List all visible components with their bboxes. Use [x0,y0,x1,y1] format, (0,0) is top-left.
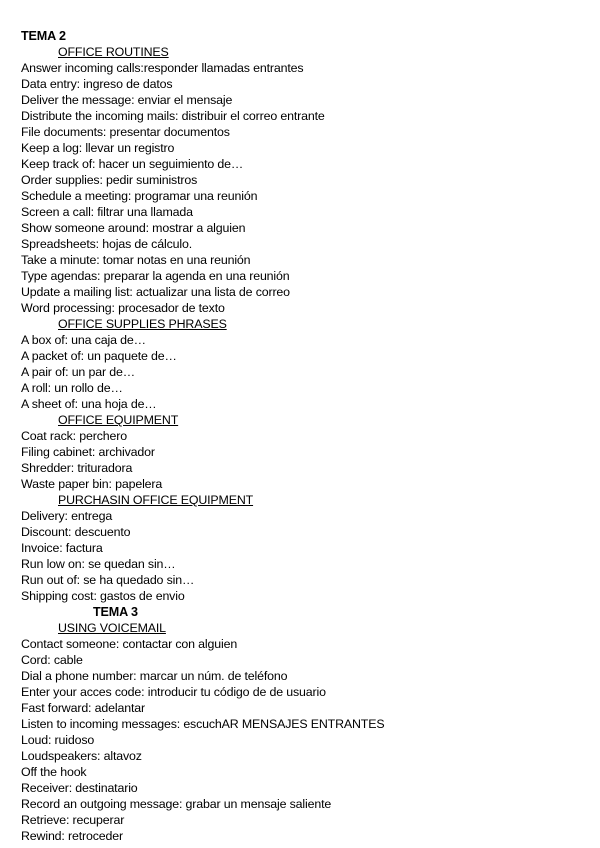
vocabulary-entry: Invoice: factura [21,541,103,555]
vocabulary-entry: Distribute the incoming mails: distribuir el correo entrante [21,109,325,123]
topic-heading: TEMA 2 [21,29,66,43]
vocabulary-entry: A pair of: un par de… [21,365,135,379]
vocabulary-entry: Screen a call: filtrar una llamada [21,205,193,219]
vocabulary-entry: Rewind: retroceder [21,829,123,843]
vocabulary-entry: Receiver: destinatario [21,781,138,795]
vocabulary-entry: Type agendas: preparar la agenda en una reunión [21,269,290,283]
vocabulary-entry: Answer incoming calls:responder llamadas entrantes [21,61,304,75]
vocabulary-entry: Data entry: ingreso de datos [21,77,173,91]
vocabulary-entry: Contact someone: contactar con alguien [21,637,238,651]
section-heading: OFFICE EQUIPMENT [58,413,179,427]
vocabulary-entry: Order supplies: pedir suministros [21,173,198,187]
vocabulary-entry: Take a minute: tomar notas en una reunión [21,253,251,267]
vocabulary-entry: Cord: cable [21,653,83,667]
vocabulary-entry: Dial a phone number: marcar un núm. de teléfono [21,669,288,683]
section-heading: OFFICE ROUTINES [58,45,169,59]
section-heading: USING VOICEMAIL [58,621,166,635]
vocabulary-entry: File documents: presentar documentos [21,125,230,139]
vocabulary-entry: Off the hook [21,765,87,779]
vocabulary-entry: A packet of: un paquete de… [21,349,177,363]
vocabulary-entry: Fast forward: adelantar [21,701,145,715]
vocabulary-entry: Waste paper bin: papelera [21,477,163,491]
vocabulary-entry: A roll: un rollo de… [21,381,123,395]
vocabulary-entry: Word processing: procesador de texto [21,301,225,315]
vocabulary-entry: Update a mailing list: actualizar una lista de correo [21,285,290,299]
vocabulary-entry: Enter your acces code: introducir tu código de de usuario [21,685,326,699]
vocabulary-entry: Shipping cost: gastos de envio [21,589,185,603]
vocabulary-entry: Run low on: se quedan sin… [21,557,176,571]
vocabulary-entry: Keep a log: llevar un registro [21,141,175,155]
vocabulary-entry: Listen to incoming messages: escuchAR MENSAJES ENTRANTES [21,717,385,731]
section-heading: PURCHASIN OFFICE EQUIPMENT [58,493,254,507]
vocabulary-entry: Discount: descuento [21,525,131,539]
vocabulary-entry: Spreadsheets: hojas de cálculo. [21,237,192,251]
vocabulary-entry: Filing cabinet: archivador [21,445,155,459]
vocabulary-entry: Run out of: se ha quedado sin… [21,573,195,587]
document-page [21,28,591,844]
vocabulary-entry: Loud: ruidoso [21,733,95,747]
vocabulary-entry: Record an outgoing message: grabar un mensaje saliente [21,797,332,811]
topic-heading: TEMA 3 [93,605,138,619]
vocabulary-entry: A box of: una caja de… [21,333,146,347]
vocabulary-entry: Retrieve: recuperar [21,813,125,827]
vocabulary-entry: Schedule a meeting: programar una reunión [21,189,258,203]
vocabulary-entry: Shredder: trituradora [21,461,133,475]
vocabulary-entry: Keep track of: hacer un seguimiento de… [21,157,244,171]
vocabulary-entry: Coat rack: perchero [21,429,127,443]
vocabulary-entry: A sheet of: una hoja de… [21,397,157,411]
vocabulary-entry: Loudspeakers: altavoz [21,749,142,763]
vocabulary-entry: Delivery: entrega [21,509,113,523]
vocabulary-entry: Show someone around: mostrar a alguien [21,221,246,235]
section-heading: OFFICE SUPPLIES PHRASES [58,317,227,331]
vocabulary-entry: Deliver the message: enviar el mensaje [21,93,233,107]
